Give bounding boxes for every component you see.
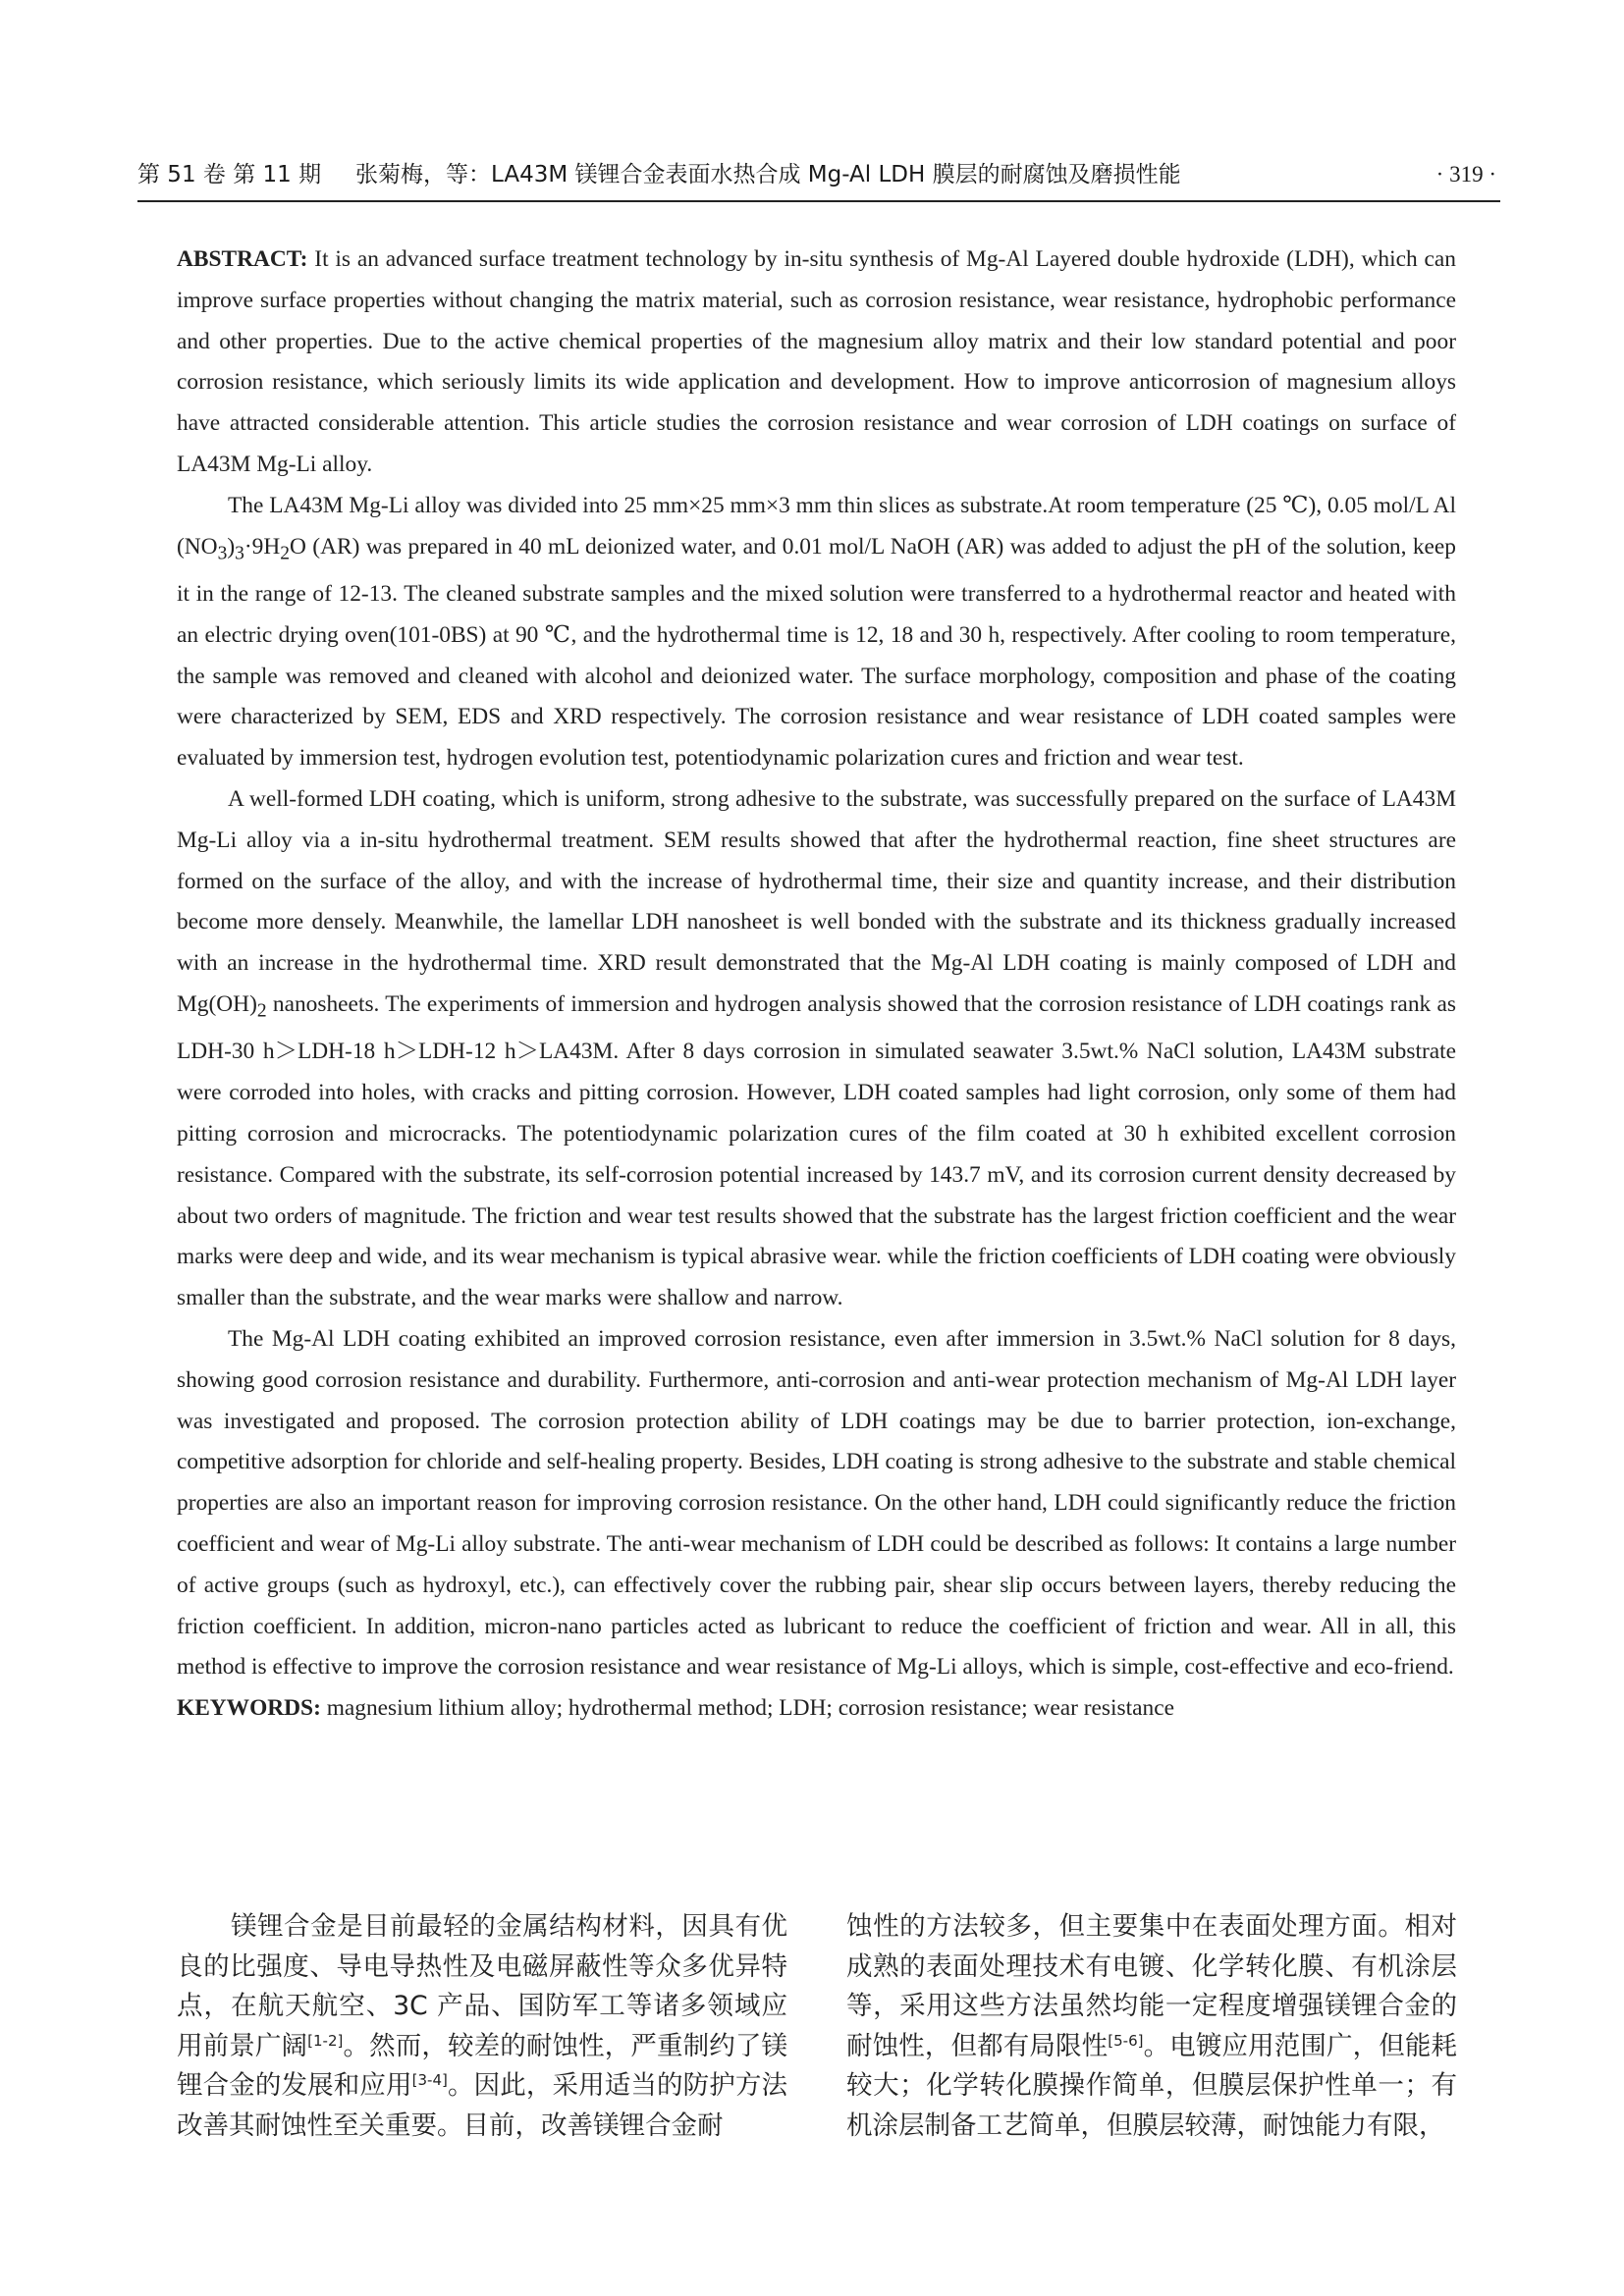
citation: [5-6] xyxy=(1108,2031,1144,2050)
abstract-p3-text-b: nanosheets. The experiments of immersion and hydrogen analysis showed that the corrosion resistance of LDH coatings rank as LDH-30 h＞LDH-18 h＞LDH-12 h＞LA43M. After 8 days corrosion in simulated seawater 3.5wt.% NaCl solution, LA43M substrate were corroded into holes, with cracks and pitting corrosion. However, LDH coated samples had light corrosion, only some of them had pitting corrosion and microcracks. The potentiodynamic polarization cures of the film coated at 30 h exhibited excellent corrosion resistance. Compared with the substrate, its self-corrosion potential increased by 143.7 mV, and its corrosion current density decreased by about two orders of magnitude. The friction and wear test results showed that the substrate has the largest friction coefficient and the wear marks were deep and wide, and its wear mechanism is typical abrasive wear. while the friction coefficients of LDH coating were obviously smaller than the substrate, and the wear marks were shallow and narrow. xyxy=(177,991,1456,1311)
abstract-p2-text-a: The LA43M Mg-Li alloy was divided into 25 mm×25 mm×3 mm thin slices as substrate.At room temperature (25 ℃), 0.05 mol/L Al (NO xyxy=(177,492,1456,560)
running-title: 张菊梅，等：LA43M 镁锂合金表面水热合成 Mg-Al LDH 膜层的耐腐蚀及磨损性能 xyxy=(355,162,1181,187)
citation: [1-2] xyxy=(307,2031,344,2050)
body-right-text-b: 。电镀应用范围广，但能耗较大；化学转化膜操作简单，但膜层保护性单一；有机涂层制备工艺简单，但膜层较薄，耐蚀能力有限， xyxy=(846,2030,1458,2141)
abstract-p4-text: The Mg-Al LDH coating exhibited an improved corrosion resistance, even after immersion in 3.5wt.% NaCl solution for 8 days, showing good corrosion resistance and durability. Furthermore, anti-corrosion and anti-wear protection mechanism of Mg-Al LDH layer was investigated and proposed. The corrosion protection ability of LDH coatings may be due to barrier protection, ion-exchange, competitive adsorption for chloride and self-healing property. Besides, LDH coating is strong adhesive to the substrate and stable chemical properties are also an important reason for improving corrosion resistance. On the other hand, LDH could significantly reduce the friction coefficient and wear of Mg-Li alloy substrate. The anti-wear mechanism of LDH could be described as follows: It contains a large number of active groups (such as hydroxyl, etc.), can effectively cover the rubbing pair, shear slip occurs between layers, thereby reducing the friction coefficient. In addition, micron-nano particles acted as lubricant to reduce the coefficient of friction and wear. All in all, this method is effective to improve the corrosion resistance and wear resistance of Mg-Li alloys, which is simple, cost-effective and eco-friend. xyxy=(177,1326,1456,1681)
abstract-p2-text-c: ·9H xyxy=(244,533,281,560)
abstract-paragraph-4 xyxy=(177,1319,1456,1688)
abstract-paragraph-3 xyxy=(177,779,1456,1319)
subscript: 2 xyxy=(256,1000,267,1022)
abstract-paragraph-2 xyxy=(177,486,1456,779)
keywords-line xyxy=(177,1688,1456,1730)
body-column-left xyxy=(177,1907,787,2146)
subscript: 2 xyxy=(280,543,291,564)
keywords-label: KEYWORDS: xyxy=(177,1695,321,1722)
abstract-p1-text: It is an advanced surface treatment technology by in-situ synthesis of Mg-Al Layered double hydroxide (LDH), which can improve surface properties without changing the matrix material, such as corrosion resistance, wear resistance, hydrophobic performance and other properties. Due to the active chemical properties of the magnesium alloy matrix and their low standard potential and poor corrosion resistance, which seriously limits its wide application and development. How to improve anticorrosion of magnesium alloys have attracted considerable attention. This article studies the corrosion resistance and wear corrosion of LDH coatings on surface of LA43M Mg-Li alloy. xyxy=(177,246,1456,477)
intro-paragraph-right xyxy=(846,1907,1457,2146)
body-column-right xyxy=(846,1907,1457,2146)
header-rule xyxy=(137,200,1500,202)
abstract-p3-text-a: A well-formed LDH coating, which is uniform, strong adhesive to the substrate, was successfully prepared on the surface of LA43M Mg-Li alloy via a in-situ hydrothermal treatment. SEM results showed that after the hydrothermal reaction, fine sheet structures are formed on the surface of the alloy, and with the increase of hydrothermal time, their size and quantity increase, and their distribution become more densely. Meanwhile, the lamellar LDH nanosheet is well bonded with the substrate and its thickness gradually increased with an increase in the hydrothermal time. XRD result demonstrated that the Mg-Al LDH coating is mainly composed of LDH and Mg(OH) xyxy=(177,786,1456,1018)
body-left-text-a: 镁锂合金是目前最轻的金属结构材料，因具有优良的比强度、导电导热性及电磁屏蔽性等众多优异特点，在航天航空、3C 产品、国防军工等诸多领域应用前景广阔 xyxy=(177,1911,787,2061)
volume-issue: 第 51 卷 第 11 期 xyxy=(137,162,322,187)
abstract-paragraph-1 xyxy=(177,240,1456,486)
subscript: 3 xyxy=(235,543,244,564)
english-abstract xyxy=(177,240,1456,1730)
body-right-text-a: 蚀性的方法较多，但主要集中在表面处理方面。相对成熟的表面处理技术有电镀、化学转化膜、有机涂层等，采用这些方法虽然均能一定程度增强镁锂合金的耐蚀性，但都有局限性 xyxy=(846,1911,1457,2061)
body-left-text-c: 。因此，采用适当的防护方法改善其耐蚀性至关重要。目前，改善镁锂合金耐 xyxy=(177,2070,788,2141)
intro-paragraph-left xyxy=(177,1907,787,2146)
running-header xyxy=(137,155,1500,194)
body-left-text-b: 。然而，较差的耐蚀性，严重制约了镁锂合金的发展和应用 xyxy=(177,2030,788,2101)
keywords-text: magnesium lithium alloy; hydrothermal method; LDH; corrosion resistance; wear resistance xyxy=(320,1695,1174,1722)
citation: [3-4] xyxy=(411,2071,448,2089)
abstract-p2-text-d: O (AR) was prepared in 40 mL deionized water, and 0.01 mol/L NaOH (AR) was added to adjust the pH of the solution, keep it in the range of 12-13. The cleaned substrate samples and the mixed solution were transferred to a hydrothermal reactor and heated with an electric drying oven(101-0BS) at 90 ℃, and the hydrothermal time is 12, 18 and 30 h, respectively. After cooling to room temperature, the sample was removed and cleaned with alcohol and deionized water. The surface morphology, composition and phase of the coating were characterized by SEM, EDS and XRD respectively. The corrosion resistance and wear resistance of LDH coated samples were evaluated by immersion test, hydrogen evolution test, potentiodynamic polarization cures and friction and wear test. xyxy=(177,533,1456,772)
abstract-label: ABSTRACT: xyxy=(177,246,308,272)
abstract-p2-text-b: ) xyxy=(227,533,236,560)
subscript: 3 xyxy=(217,543,228,564)
page-number: · 319 · xyxy=(1435,162,1496,187)
